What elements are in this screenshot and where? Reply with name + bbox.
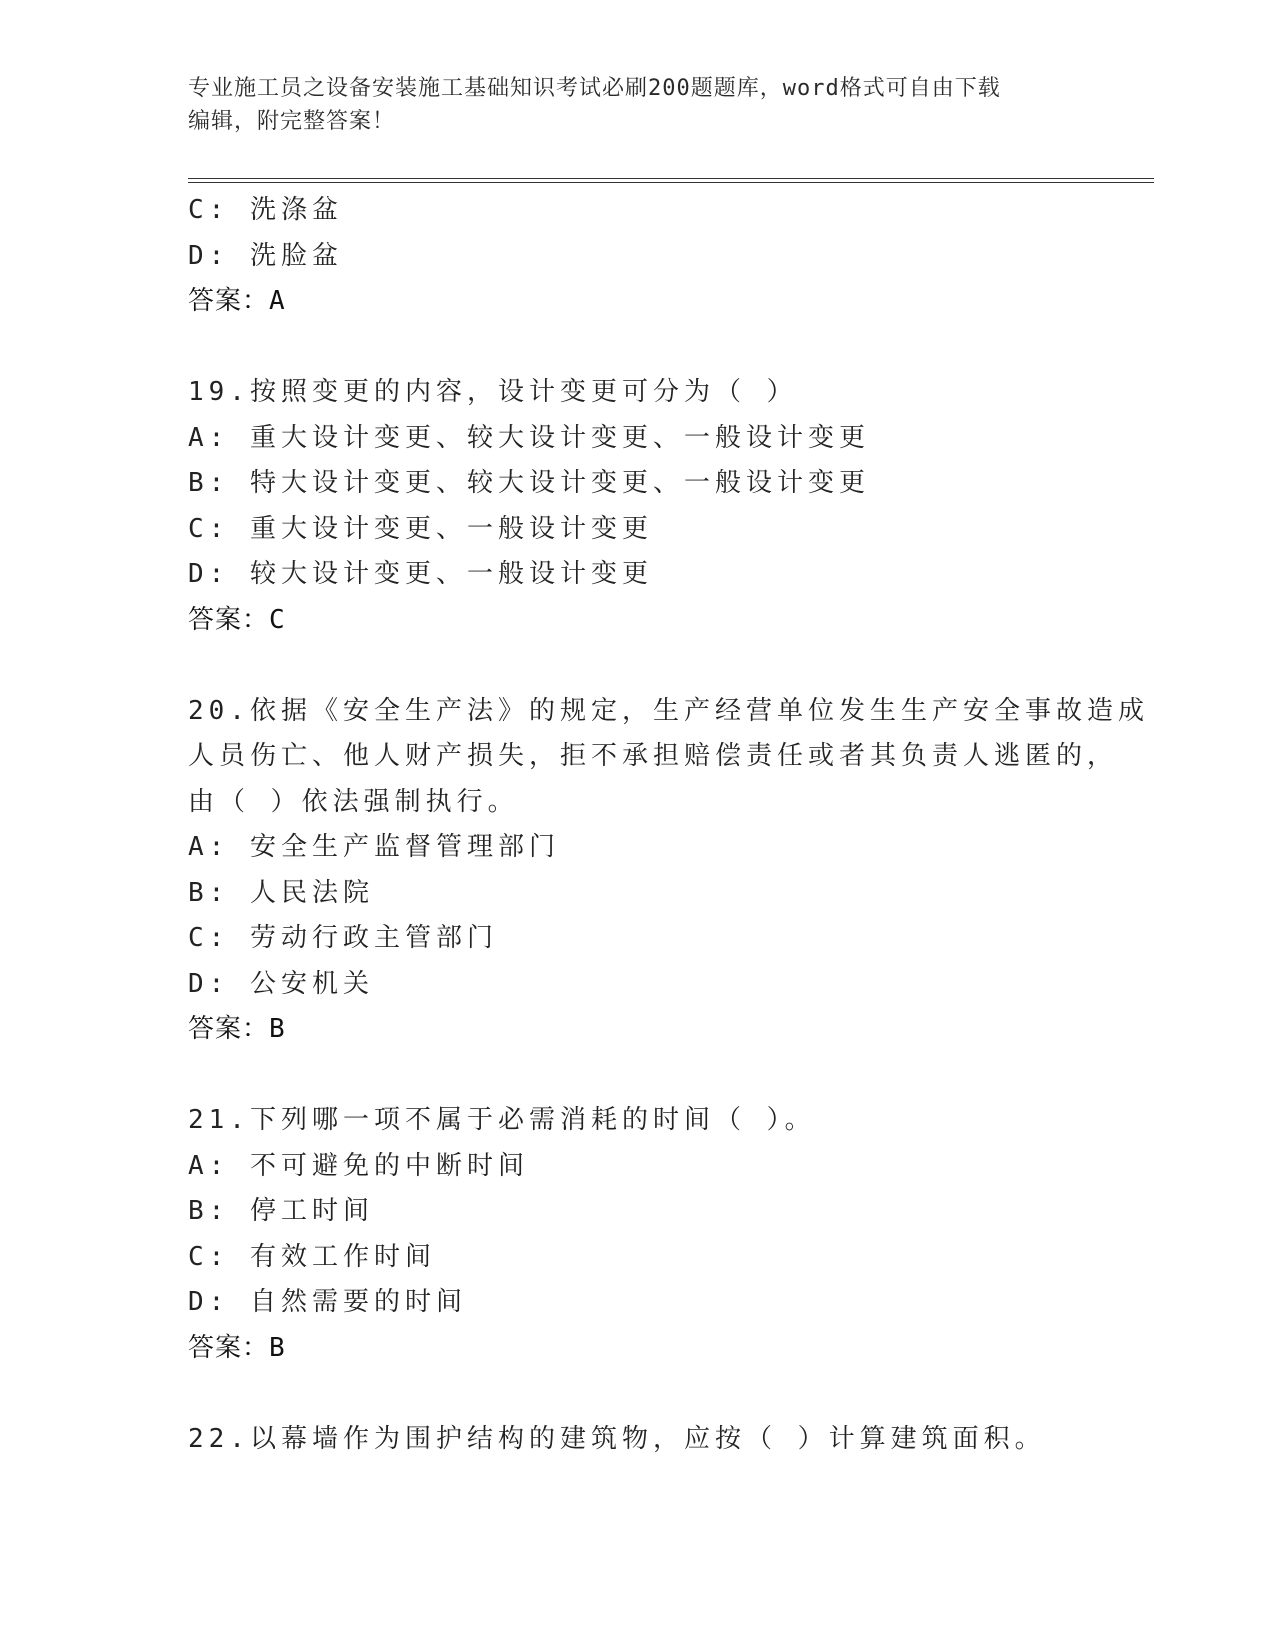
question-list — [188, 188, 1149, 1462]
answer — [188, 1326, 1128, 1372]
answer-label: 答案： — [188, 604, 270, 635]
question-stem-line2: 人员伤亡、他人财产损失，拒不承担赔偿责任或者其负责人逃匿的， — [188, 741, 1119, 771]
question-stem-line1: 20.依据《安全生产法》的规定，生产经营单位发生生产安全事故造成 — [188, 695, 1149, 726]
option-d: D: 公安机关 — [188, 968, 374, 999]
option-d: D: 较大设计变更、一般设计变更 — [188, 559, 653, 589]
answer-label: 答案： — [188, 1014, 270, 1044]
answer — [188, 598, 1128, 644]
answer-value: C — [269, 604, 286, 635]
answer-label: 答案： — [188, 286, 270, 316]
question-21 — [188, 1098, 1128, 1371]
option-d: D: 洗脸盆 — [188, 240, 343, 271]
question-stem: 19.按照变更的内容，设计变更可分为（ ） — [188, 377, 798, 407]
header-divider-top — [188, 178, 1154, 179]
option-c: C: 重大设计变更、一般设计变更 — [188, 513, 653, 544]
page-header — [188, 72, 1068, 138]
question-20 — [188, 689, 1149, 1053]
question-stem: 22.以幕墙作为围护结构的建筑物，应按（ ）计算建筑面积。 — [188, 1423, 1046, 1454]
answer-value: A — [269, 286, 286, 316]
header-divider-bottom — [188, 182, 1154, 183]
question-stem-line3: 由（ ）依法强制执行。 — [188, 786, 519, 817]
answer — [188, 1007, 1128, 1053]
option-b: B: 特大设计变更、较大设计变更、一般设计变更 — [188, 468, 870, 498]
option-c: C: 洗涤盆 — [188, 195, 343, 225]
option-a: A: 安全生产监督管理部门 — [188, 832, 560, 862]
option-b: B: 停工时间 — [188, 1196, 374, 1226]
answer-label: 答案： — [188, 1332, 270, 1363]
question-19 — [188, 370, 1128, 643]
answer — [188, 279, 1128, 325]
option-d: D: 自然需要的时间 — [188, 1287, 467, 1317]
header-title-line1: 专业施工员之设备安装施工基础知识考试必刷200题题库，word格式可自由下载 — [188, 76, 1001, 101]
option-a: A: 不可避免的中断时间 — [188, 1150, 529, 1181]
question-22 — [188, 1417, 1128, 1463]
option-b: B: 人民法院 — [188, 877, 374, 908]
option-c: C: 劳动行政主管部门 — [188, 923, 498, 953]
header-title-line2: 编辑，附完整答案！ — [188, 109, 396, 134]
option-a: A: 重大设计变更、较大设计变更、一般设计变更 — [188, 422, 870, 453]
answer-value: B — [269, 1014, 286, 1044]
option-c: C: 有效工作时间 — [188, 1241, 436, 1272]
question-stem: 21.下列哪一项不属于必需消耗的时间（ ）。 — [188, 1105, 816, 1135]
answer-value: B — [269, 1332, 286, 1363]
question-18 — [188, 188, 1128, 325]
